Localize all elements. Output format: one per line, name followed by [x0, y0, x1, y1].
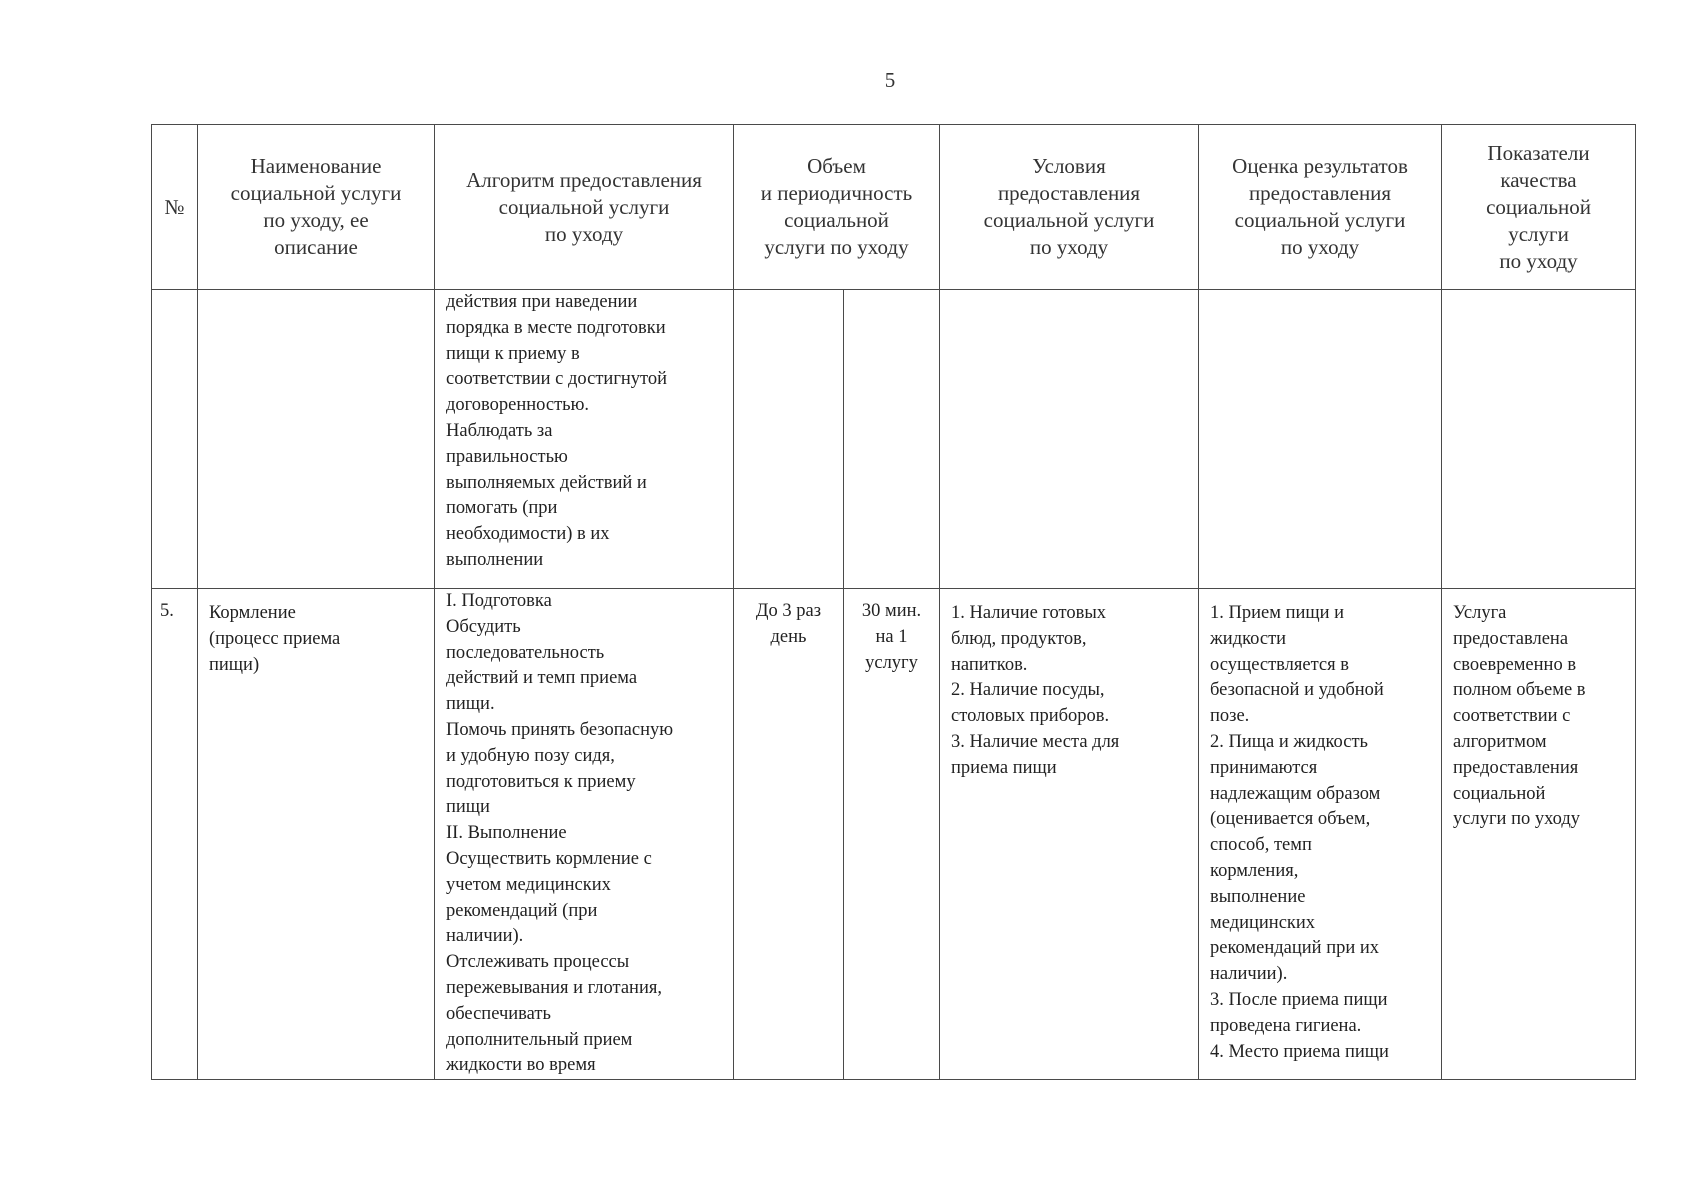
cell-algorithm: I. Подготовка Обсудить последовательность действий и темп приема пищи. Помочь принять безопасную и удобную позу сидя, подготовиться к приему пищи II. Выполнение Осуществить кормление с учетом медицинских рекомендаций (при наличии). Отслеживать процессы пережевывания и глотания, обеспечивать дополнительный прием жидкости во время: [435, 589, 734, 1080]
table-row: [152, 290, 1636, 589]
cell-service-name: Кормление (процесс приема пищи): [198, 589, 435, 1080]
page-number: 5: [884, 68, 896, 92]
cell-number: [152, 290, 198, 589]
table-row: [152, 589, 1636, 1080]
cell-conditions: [940, 290, 1199, 589]
header-number: №: [152, 125, 198, 290]
header-service-name: Наименование социальной услуги по уходу, ее описание: [198, 125, 435, 290]
social-services-table: [151, 124, 1636, 1080]
table-header-row: [152, 125, 1636, 290]
cell-evaluation: [1199, 290, 1442, 589]
cell-evaluation: 1. Прием пищи и жидкости осуществляется в безопасной и удобной позе. 2. Пища и жидкость принимаются надлежащим образом (оценивается объем, способ, темп кормления, выполнение медицинских рекомендаций при их наличии). 3. После приема пищи проведена гигиена. 4. Место приема пищи: [1199, 589, 1442, 1080]
cell-conditions: 1. Наличие готовых блюд, продуктов, напитков. 2. Наличие посуды, столовых приборов. 3. Наличие места для приема пищи: [940, 589, 1199, 1080]
header-conditions: Условия предоставления социальной услуги по уходу: [940, 125, 1199, 290]
cell-volume: До 3 раз день: [734, 589, 844, 1080]
header-volume: Объем и периодичность социальной услуги по уходу: [734, 125, 940, 290]
header-quality: Показатели качества социальной услуги по уходу: [1442, 125, 1636, 290]
cell-number: 5.: [152, 589, 198, 1080]
header-algorithm: Алгоритм предоставления социальной услуги по уходу: [435, 125, 734, 290]
header-evaluation: Оценка результатов предоставления социальной услуги по уходу: [1199, 125, 1442, 290]
cell-volume: [734, 290, 844, 589]
cell-algorithm: действия при наведении порядка в месте подготовки пищи к приему в соответствии с достигнутой договоренностью. Наблюдать за правильностью выполняемых действий и помогать (при необходимости) в их выполнении: [435, 290, 734, 589]
cell-quality: Услуга предоставлена своевременно в полном объеме в соответствии с алгоритмом предоставления социальной услуги по уходу: [1442, 589, 1636, 1080]
cell-periodicity: 30 мин. на 1 услугу: [844, 589, 940, 1080]
cell-quality: [1442, 290, 1636, 589]
cell-service-name: [198, 290, 435, 589]
cell-periodicity: [844, 290, 940, 589]
